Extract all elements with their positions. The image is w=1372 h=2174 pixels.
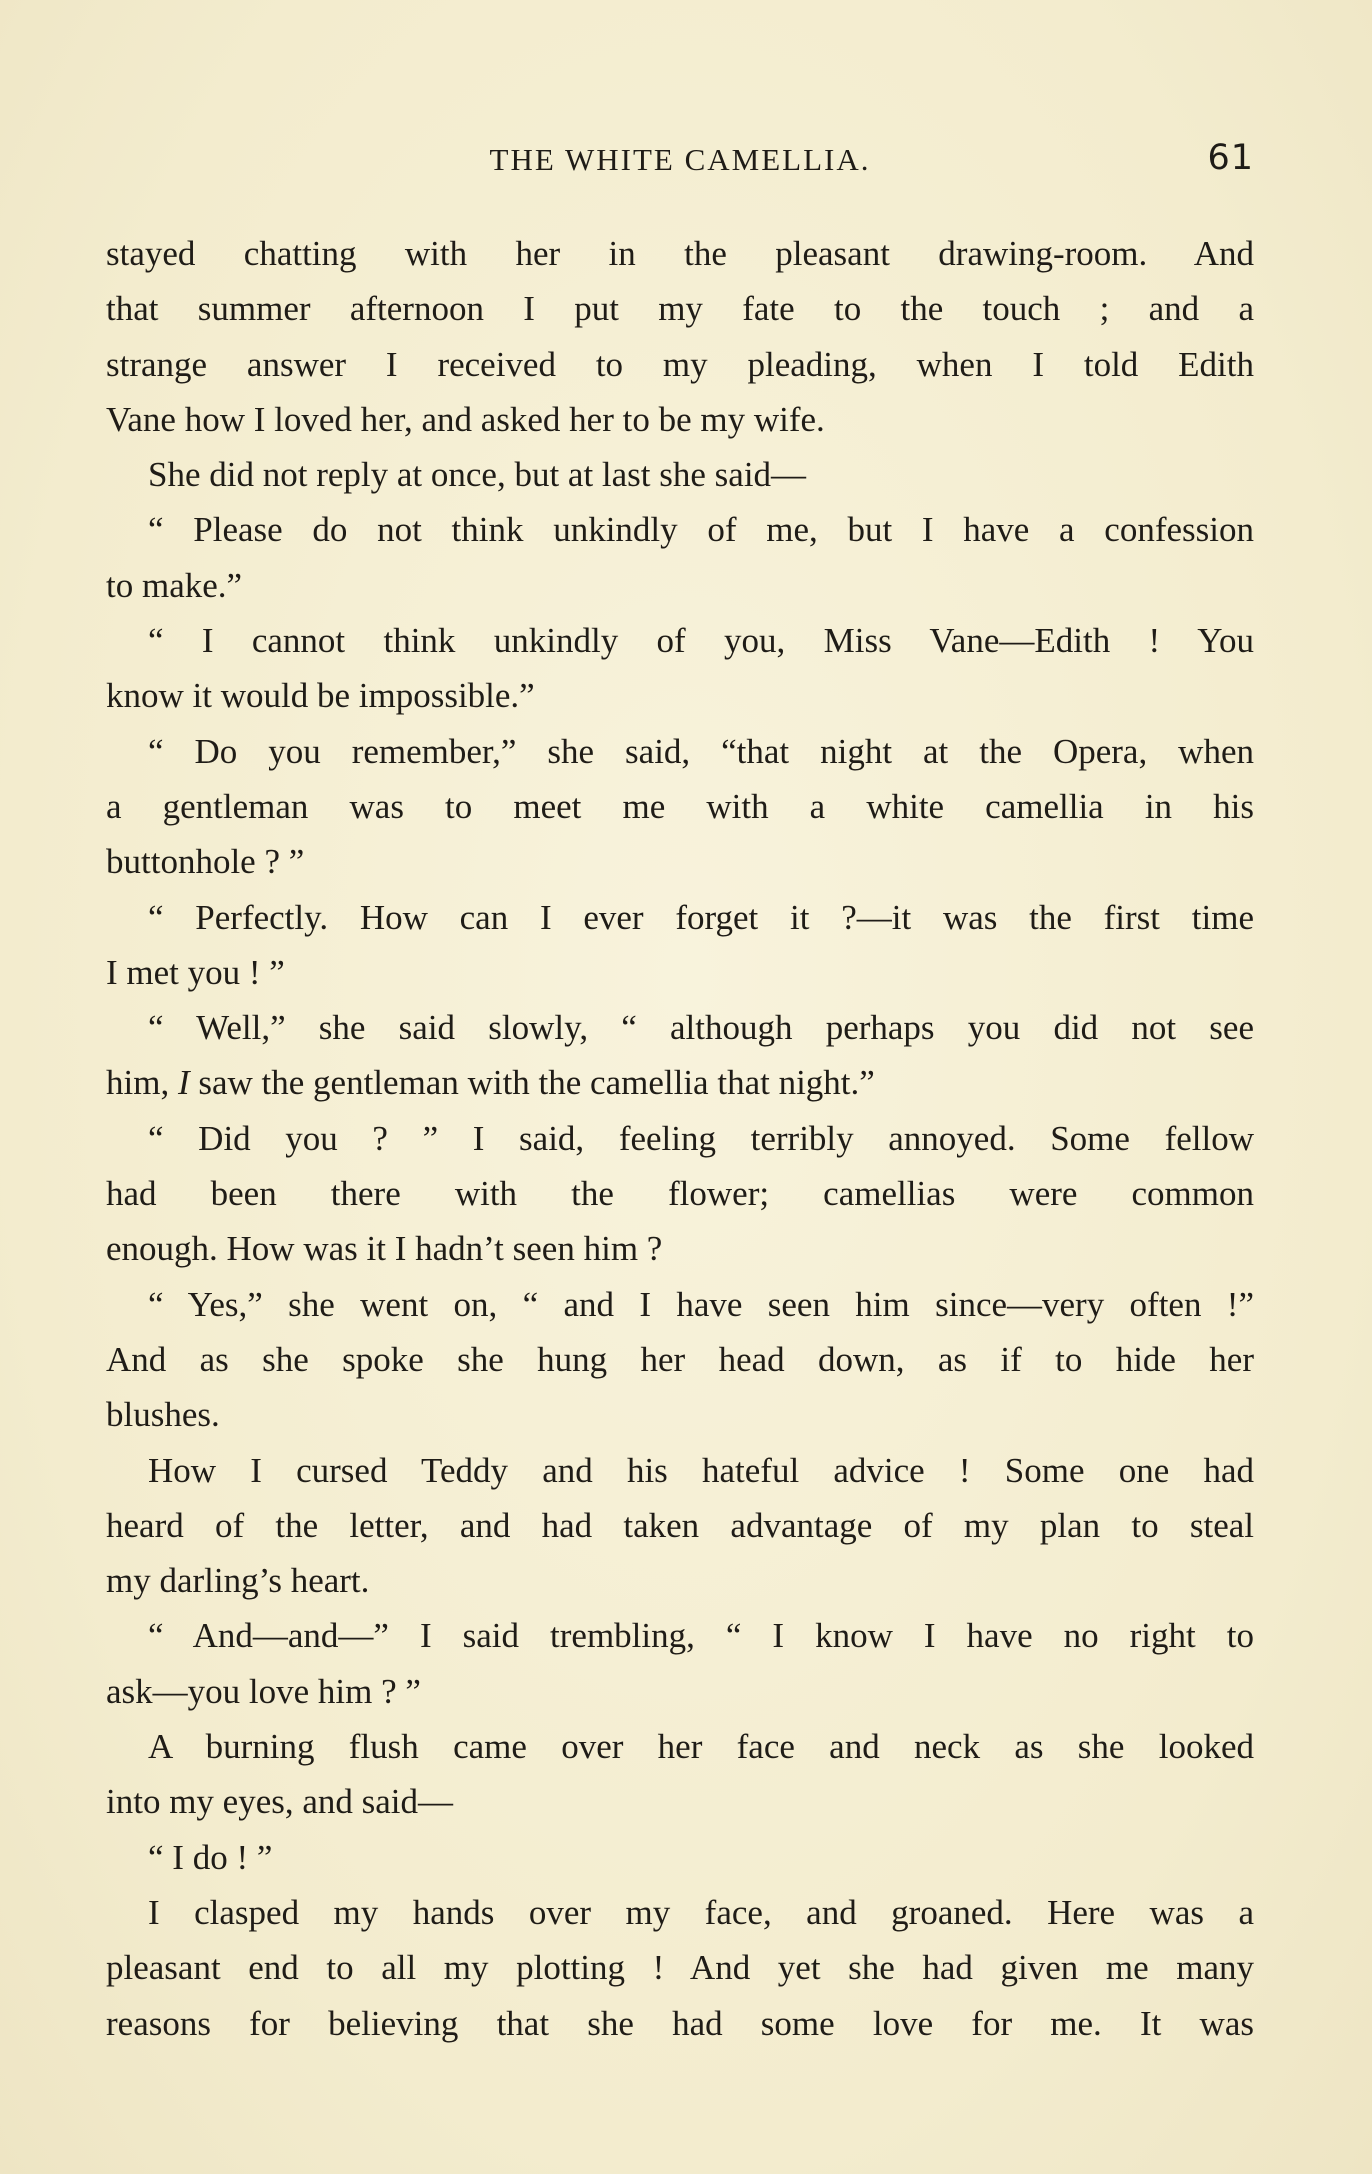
text-line: pleasant end to all my plotting ! And yet she had given me many <box>106 1948 1254 1988</box>
text-line: “ I cannot think unkindly of you, Miss Vane—Edith ! You <box>148 621 1254 661</box>
text-line: “ Please do not think unkindly of me, but I have a confession <box>148 510 1254 550</box>
text-line: heard of the letter, and had taken advantage of my plan to steal <box>106 1505 1254 1545</box>
text-line: blushes. <box>106 1395 220 1435</box>
text-line: him, I saw the gentleman with the camellia that night.” <box>106 1063 875 1103</box>
running-title: THE WHITE CAMELLIA. <box>489 142 871 177</box>
text-line: “ Well,” she said slowly, “ although perhaps you did not see <box>148 1008 1254 1048</box>
text-line: “ And—and—” I said trembling, “ I know I have no right to <box>148 1616 1254 1656</box>
text-line: How I cursed Teddy and his hateful advice ! Some one had <box>148 1450 1254 1490</box>
text-line: my darling’s heart. <box>106 1561 370 1601</box>
text-line: I met you ! ” <box>106 952 285 992</box>
text-line: Vane how I loved her, and asked her to be my wife. <box>106 399 825 439</box>
text-line: know it would be impossible.” <box>106 676 535 716</box>
emphasis: I <box>177 1063 190 1103</box>
text-line: And as she spoke she hung her head down, as if to hide her <box>106 1339 1254 1379</box>
text-line: “ I do ! ” <box>148 1837 273 1877</box>
text-line: to make.” <box>106 565 243 605</box>
text-line: strange answer I received to my pleading, when I told Edith <box>106 344 1254 384</box>
text-line: enough. How was it I hadn’t seen him ? <box>106 1229 663 1269</box>
text-line: reasons for believing that she had some love for me. It was <box>106 2003 1254 2043</box>
running-head <box>106 138 1254 184</box>
text-line: that summer afternoon I put my fate to the touch ; and a <box>106 289 1254 329</box>
text-line: stayed chatting with her in the pleasant drawing-room. And <box>106 234 1254 273</box>
text-line: “ Do you remember,” she said, “that night at the Opera, when <box>148 731 1254 771</box>
body-text <box>106 226 1254 2051</box>
text-line: “ Yes,” she went on, “ and I have seen him since—very often !” <box>148 1284 1254 1324</box>
text-line: a gentleman was to meet me with a white camellia in his <box>106 786 1254 826</box>
text-line: ask—you love him ? ” <box>106 1671 421 1711</box>
text-line: had been there with the flower; camellias were common <box>106 1174 1254 1214</box>
text-line: “ Did you ? ” I said, feeling terribly annoyed. Some fellow <box>148 1118 1254 1158</box>
text-line: “ Perfectly. How can I ever forget it ?—it was the first time <box>148 897 1254 937</box>
text-line: A burning flush came over her face and neck as she looked <box>148 1727 1254 1767</box>
text-line: into my eyes, and said— <box>106 1782 454 1822</box>
text-line: She did not reply at once, but at last she said— <box>148 455 807 495</box>
page-number: 61 <box>1207 138 1254 178</box>
text-line: I clasped my hands over my face, and groaned. Here was a <box>148 1892 1254 1932</box>
text-line: buttonhole ? ” <box>106 842 305 882</box>
